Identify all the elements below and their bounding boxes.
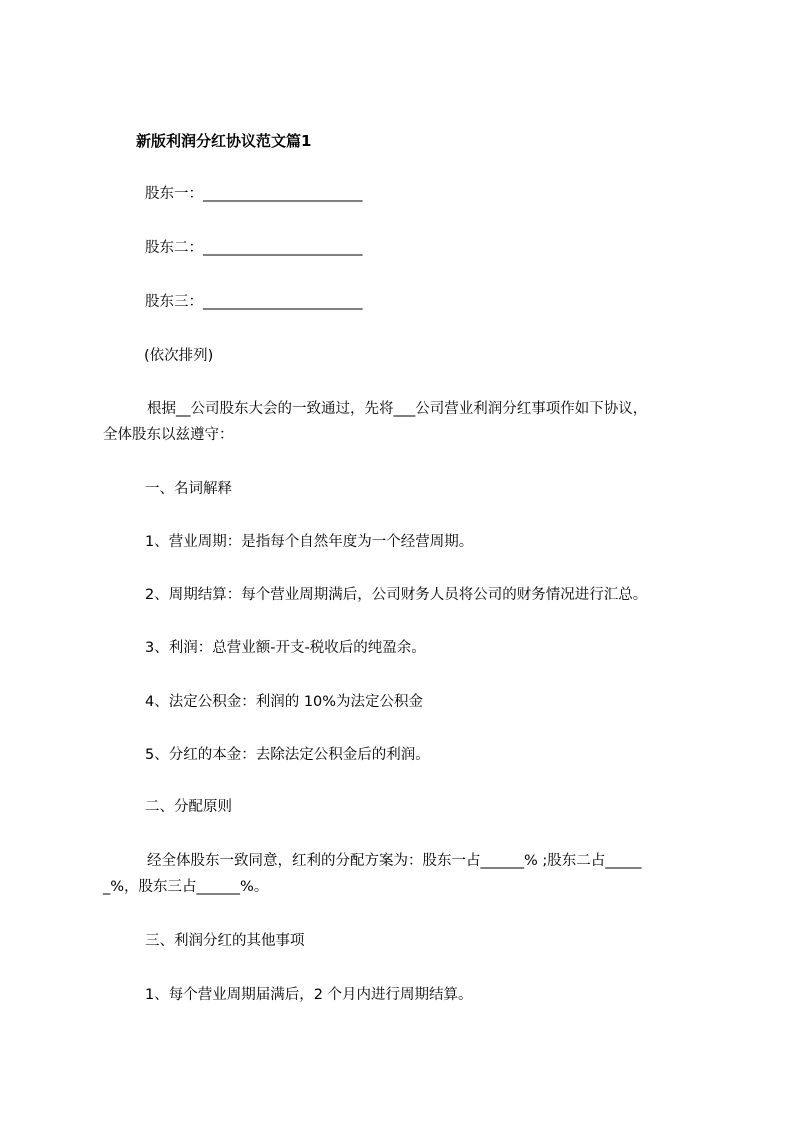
principle-line-2: _%，股东三占______%。 [103, 879, 269, 895]
document-title: 新版利润分红协议范文篇1 [136, 132, 312, 150]
term-5: 5、分红的本金：去除法定公积金后的利润。 [145, 747, 430, 763]
other-item-1: 1、每个营业周期届满后，2 个月内进行周期结算。 [145, 987, 473, 1003]
section-2-heading: 二、分配原则 [145, 799, 232, 815]
shareholder-1-line: 股东一：______________________ [145, 186, 363, 202]
principle-line-1: 经全体股东一致同意，红利的分配方案为：股东一占______% ;股东二占_____ [147, 853, 642, 869]
term-2: 2、周期结算：每个营业周期满后，公司财务人员将公司的财务情况进行汇总。 [145, 587, 648, 603]
term-3: 3、利润：总营业额-开支-税收后的纯盈余。 [145, 640, 426, 656]
shareholder-3-line: 股东三：______________________ [145, 294, 363, 310]
section-3-heading: 三、利润分红的其他事项 [145, 933, 305, 949]
shareholder-2-line: 股东二：______________________ [145, 240, 363, 256]
intro-line-1: 根据__公司股东大会的一致通过，先将___公司营业利润分红事项作如下协议， [147, 401, 648, 417]
term-1: 1、营业周期：是指每个自然年度为一个经营周期。 [145, 534, 474, 550]
term-4: 4、法定公积金：利润的 10%为法定公积金 [145, 694, 424, 710]
section-1-heading: 一、名词解释 [145, 481, 232, 497]
intro-line-2: 全体股东以兹遵守： [103, 427, 234, 443]
order-note: (依次排列) [144, 348, 214, 364]
